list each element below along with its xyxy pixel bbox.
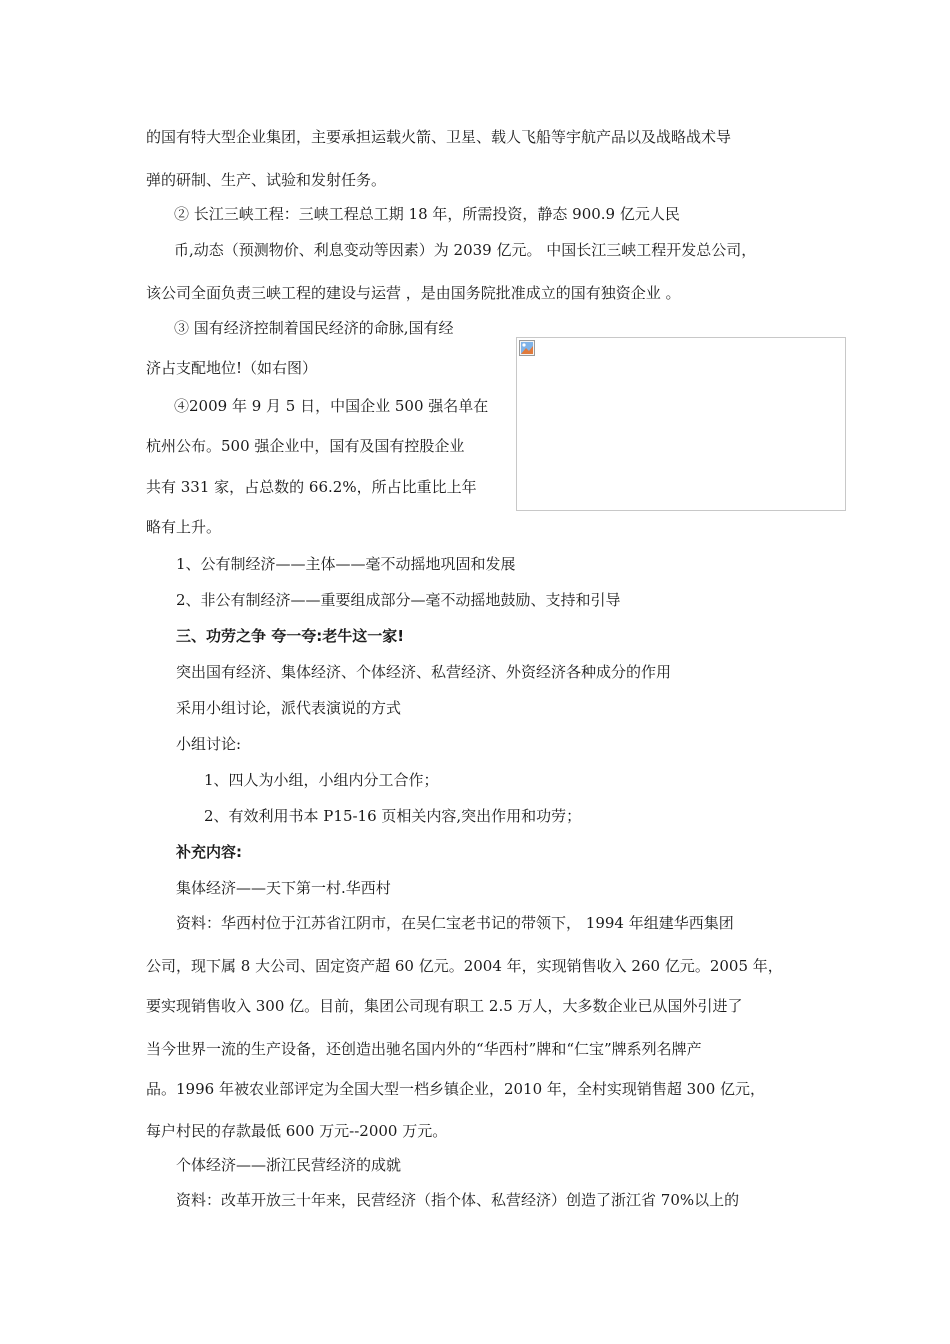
broken-image-icon — [519, 340, 535, 356]
list-item: 1、公有制经济——主体——毫不动摇地巩固和发展 — [176, 555, 516, 573]
paragraph-line: 资料：华西村位于江苏省江阴市，在吴仁宝老书记的带领下， 1994 年组建华西集团 — [176, 914, 734, 932]
paragraph-line: 品。1996 年被农业部评定为全国大型一档乡镇企业，2010 年，全村实现销售超 300 亿元， — [146, 1080, 766, 1098]
list-item: 2、非公有制经济——重要组成部分—毫不动摇地鼓励、支持和引导 — [176, 591, 621, 609]
paragraph-line: 当今世界一流的生产设备，还创造出驰名国内外的“华西村”牌和“仁宝”牌系列名牌产 — [146, 1040, 702, 1058]
section-heading: 三、功劳之争 夸一夸:老牛这一家! — [176, 627, 405, 645]
paragraph-line: 共有 331 家，占总数的 66.2%，所占比重比上年 — [146, 478, 477, 496]
paragraph-line: 公司，现下属 8 大公司、固定资产超 60 亿元。2004 年，实现销售收入 260 亿元。2005 年， — [146, 957, 783, 975]
figure-placeholder — [516, 337, 846, 511]
paragraph-line: 杭州公布。500 强企业中，国有及国有控股企业 — [146, 437, 465, 455]
paragraph-line: 弹的研制、生产、试验和发射任务。 — [146, 171, 387, 189]
paragraph-line: 资料：改革开放三十年来，民营经济（指个体、私营经济）创造了浙江省 70%以上的 — [176, 1191, 740, 1209]
paragraph-line: ④2009 年 9 月 5 日，中国企业 500 强名单在 — [174, 397, 489, 415]
section-heading: 补充内容: — [176, 843, 242, 861]
paragraph-line: 每户村民的存款最低 600 万元--2000 万元。 — [146, 1122, 448, 1140]
paragraph-line: 的国有特大型企业集团，主要承担运载火箭、卫星、载人飞船等宇航产品以及战略战术导 — [146, 128, 732, 146]
paragraph-line: 集体经济——天下第一村.华西村 — [176, 879, 391, 897]
paragraph-line: 突出国有经济、集体经济、个体经济、私营经济、外资经济各种成分的作用 — [176, 663, 672, 681]
paragraph-line: 略有上升。 — [146, 518, 222, 536]
paragraph-line: 个体经济——浙江民营经济的成就 — [176, 1156, 402, 1174]
paragraph-line: 要实现销售收入 300 亿。目前，集团公司现有职工 2.5 万人，大多数企业已从国外引进了 — [146, 997, 743, 1015]
list-item: 1、四人为小组，小组内分工合作； — [204, 771, 439, 789]
paragraph-line: ③ 国有经济控制着国民经济的命脉,国有经 — [174, 319, 454, 337]
paragraph-line: 济占支配地位!（如右图） — [146, 359, 318, 377]
paragraph-line: 该公司全面负责三峡工程的建设与运营 ，是由国务院批准成立的国有独资企业 。 — [146, 284, 681, 302]
paragraph-line: 币,动态（预测物价、利息变动等因素）为 2039 亿元。 中国长江三峡工程开发总公司， — [174, 241, 757, 259]
paragraph-line: 小组讨论: — [176, 735, 242, 753]
paragraph-line: 采用小组讨论，派代表演说的方式 — [176, 699, 402, 717]
list-item: 2、有效利用书本 P15-16 页相关内容,突出作用和功劳； — [204, 807, 582, 825]
paragraph-line: ② 长江三峡工程：三峡工程总工期 18 年，所需投资，静态 900.9 亿元人民 — [174, 205, 680, 223]
